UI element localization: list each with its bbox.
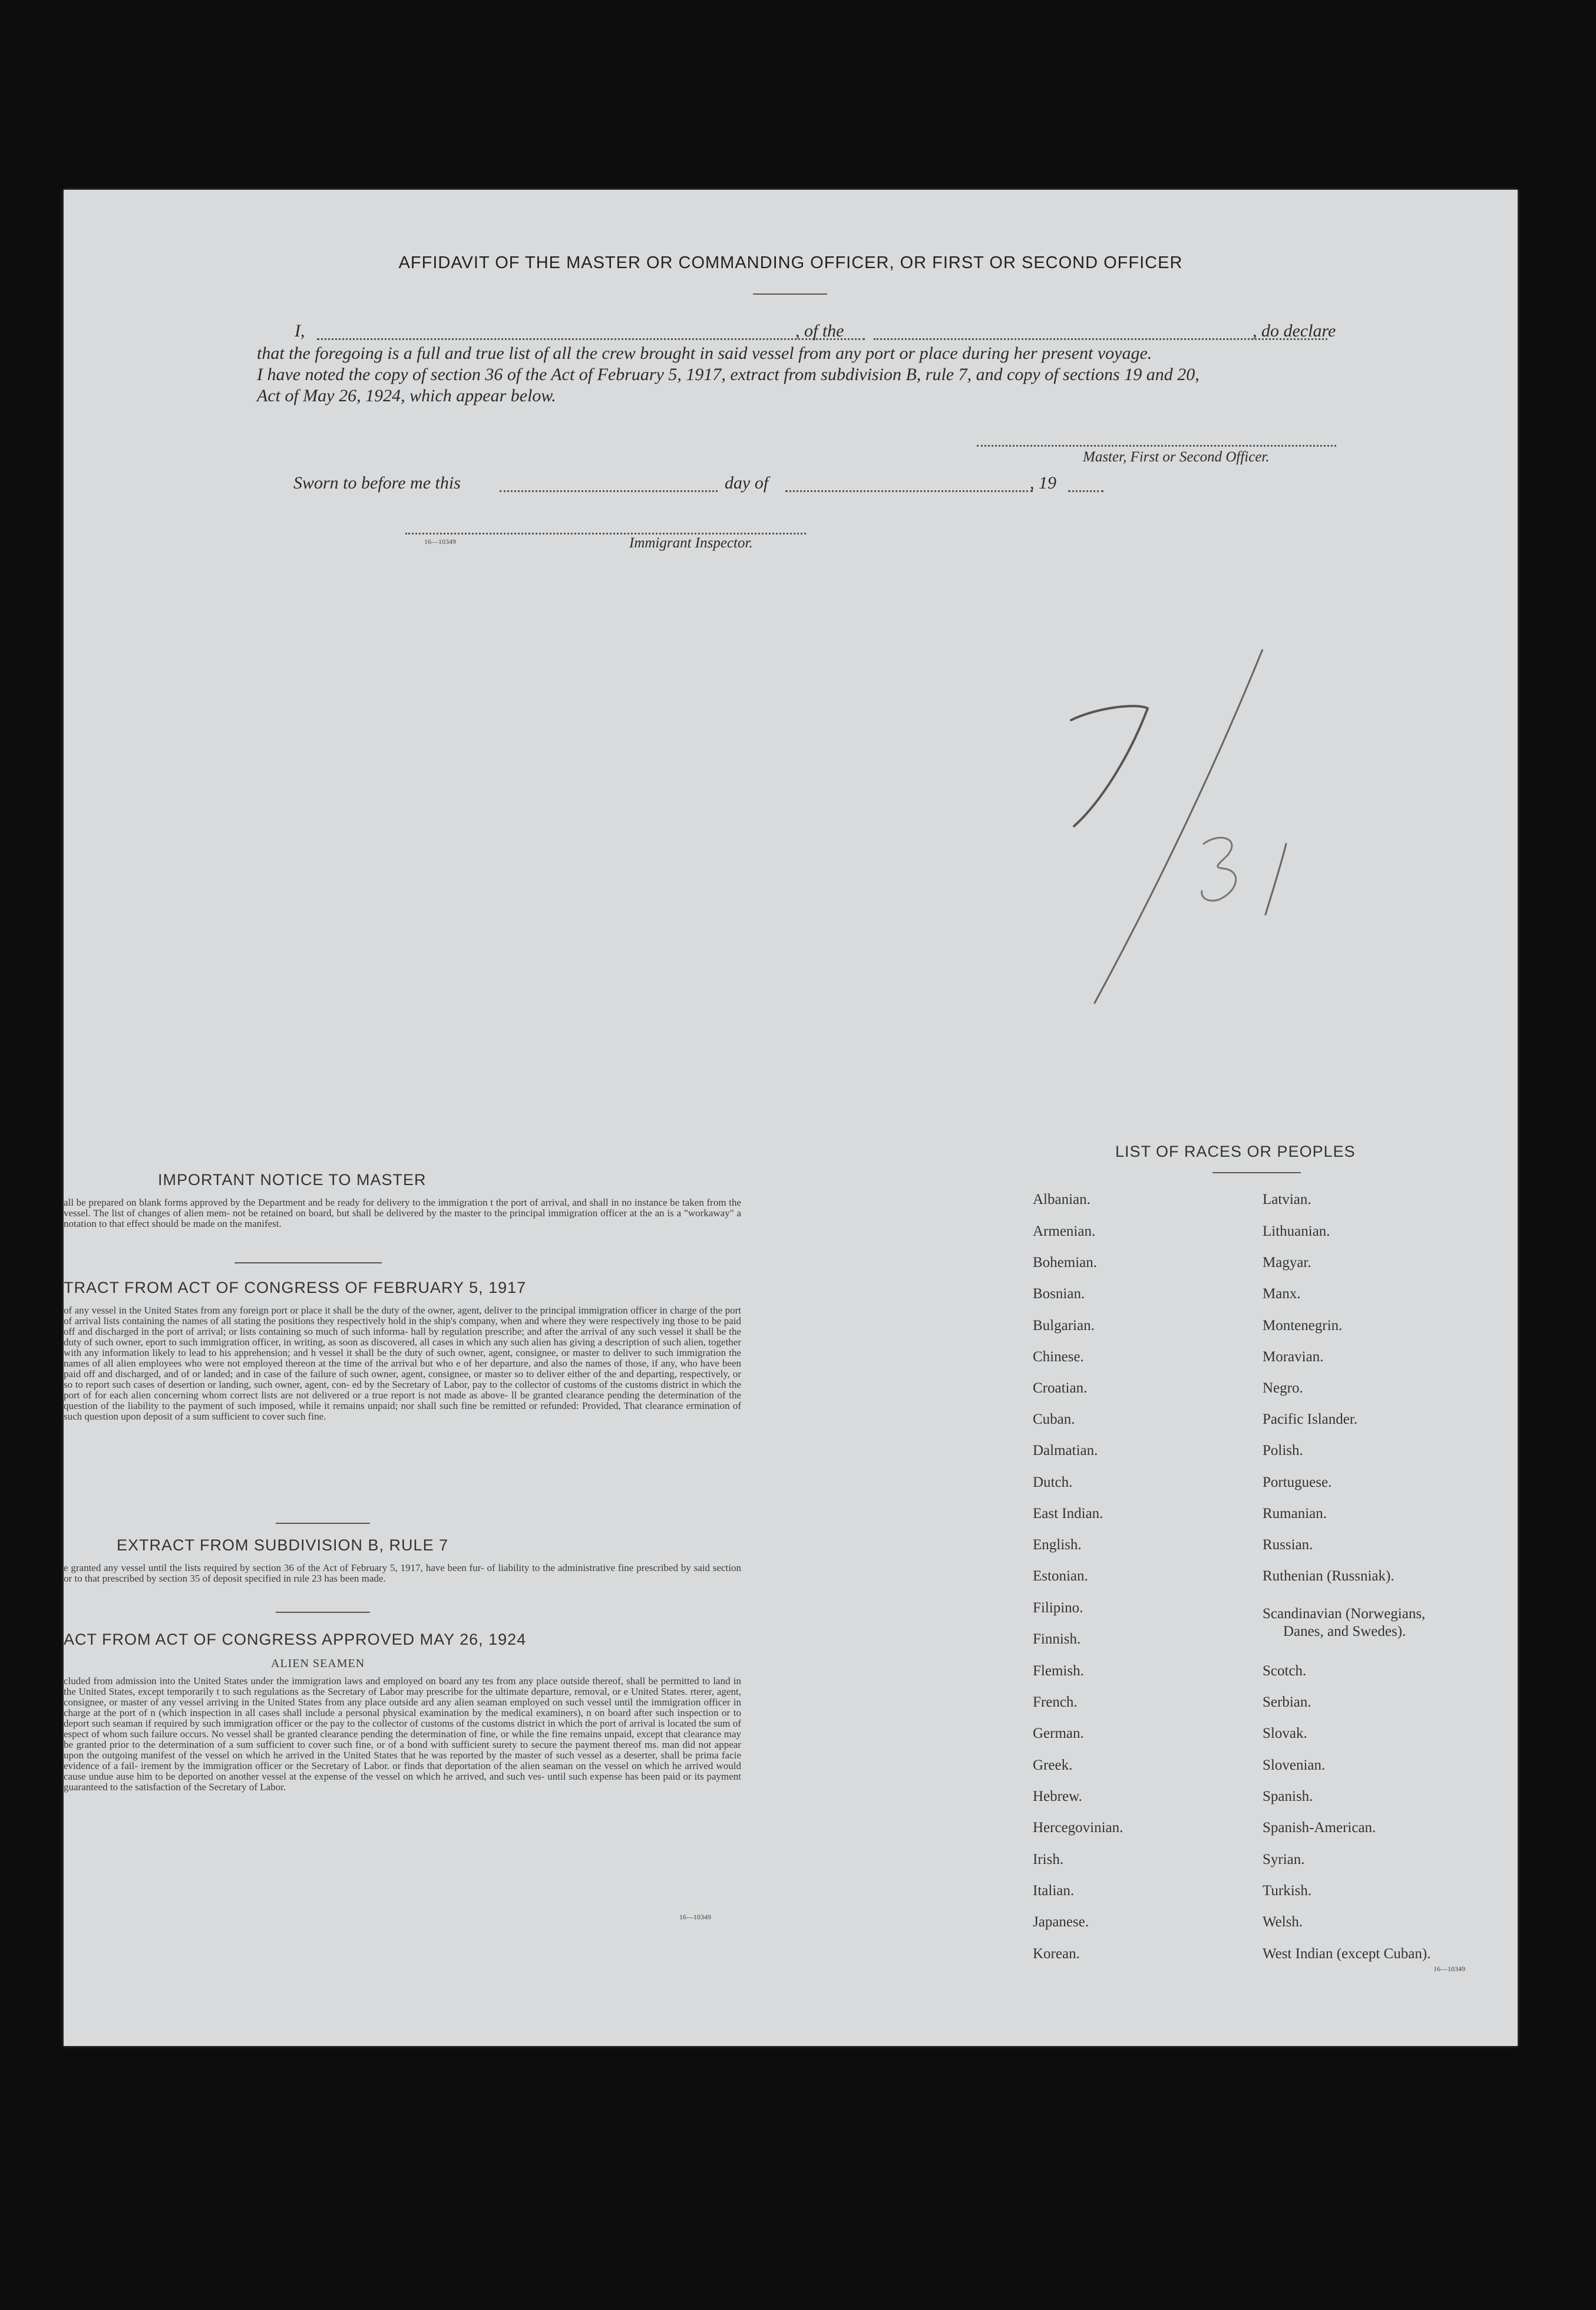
extract-1917-divider <box>276 1523 370 1524</box>
title-divider <box>753 293 827 295</box>
extract-1924-subtitle: ALIEN SEAMEN <box>271 1657 365 1670</box>
race-right-19: Spanish. <box>1263 1788 1313 1804</box>
race-left-8: Cuban. <box>1033 1411 1075 1427</box>
handwritten-annotation-graphic <box>1059 649 1354 1015</box>
year-label: , 19 <box>1030 473 1056 493</box>
race-left-5: Bulgarian. <box>1033 1318 1095 1334</box>
race-right-8: Pacific Islander. <box>1263 1411 1358 1427</box>
race-right-12: Russian. <box>1263 1537 1313 1553</box>
race-right-14: Scandinavian (Norwegians, <box>1263 1606 1426 1622</box>
race-left-20: Hebrew. <box>1033 1788 1082 1804</box>
document-page <box>64 190 1518 2046</box>
race-left-9: Dalmatian. <box>1033 1443 1098 1458</box>
race-left-2: Armenian. <box>1033 1223 1096 1239</box>
race-left-18: German. <box>1033 1725 1084 1741</box>
extract-1924-title: ACT FROM ACT OF CONGRESS APPROVED MAY 26, 1924 <box>64 1631 527 1648</box>
affidavit-body-line-1: that the foregoing is a full and true list of all the crew brought in said vessel from any port or place during her present voyage. <box>257 344 1152 363</box>
race-left-4: Bosnian. <box>1033 1286 1085 1302</box>
race-left-21: Hercegovinian. <box>1033 1820 1124 1836</box>
day-of-label: day of <box>725 473 769 493</box>
affidavit-body-line-3: Act of May 26, 1924, which appear below. <box>257 386 556 405</box>
race-left-22: Irish. <box>1033 1852 1064 1867</box>
of-the-label: , of the <box>795 321 844 341</box>
extract-rule7-divider <box>276 1612 370 1613</box>
notice-title: IMPORTANT NOTICE TO MASTER <box>158 1171 427 1189</box>
year-blank-line[interactable] <box>1068 490 1103 492</box>
signature-blank-line[interactable] <box>977 445 1336 447</box>
race-left-7: Croatian. <box>1033 1380 1088 1396</box>
race-left-17: French. <box>1033 1694 1078 1710</box>
signature-label: Master, First or Second Officer. <box>1083 449 1270 465</box>
race-right-10: Portuguese. <box>1263 1474 1332 1490</box>
race-right-2: Lithuanian. <box>1263 1223 1330 1239</box>
extract-1924-text: cluded from admission into the United States under the immigration laws and employed on board any tes from any place outside thereof, shall be permitted to land in the United States, except temporarily t to such regulations as the Secretary of Labor may prescribe for the ultimate departure, removal, or e United States. rterer, agent, consignee, or master of any vessel arriving in the United States from any place outside ard any alien seaman employed on such vessel until the immigration officer in charge at the port of n (which inspection in all cases shall include a personal physical examination by the medical examiners), n on board after such inspection or to deport such seaman if required by such immigration officer or the pay to the collector of customs of the customs district in which the port of arrival is located the sum of espect of whom such failure occurs. No vessel shall be granted clearance pending the determination of fine, or while the fine remains unpaid, except that clearance may be granted prior to the determination of a sum sufficient to cover such fine, or of a bond with sufficient surety to secure the payment thereof ms. man did not appear upon the outgoing manifest of the vessel on which he arrived in the United States that he was reported by the master of such vessel as a deserter, shall be prima facie evidence of a fail- irement by the immigration officer or the Secretary of Labor. or finds that deportation of the alien seaman on the vessel on which he arrived would cause undue ause him to be deported on another vessel at the expense of the vessel on which he arrived, and such ves- until such expense has been paid or its payment guaranteed to the satisfaction of the Secretary of Labor. <box>64 1675 741 1793</box>
month-blank-line[interactable] <box>785 490 1033 492</box>
race-left-1: Albanian. <box>1033 1192 1091 1207</box>
race-right-13: Ruthenian (Russniak). <box>1263 1568 1395 1584</box>
inspector-label: Immigrant Inspector. <box>629 535 753 551</box>
race-right-3: Magyar. <box>1263 1255 1311 1270</box>
affidavit-title: AFFIDAVIT OF THE MASTER OR COMMANDING OFFICER, OR FIRST OR SECOND OFFICER <box>398 253 1183 272</box>
race-right-4: Manx. <box>1263 1286 1301 1302</box>
extract-rule7-text: e granted any vessel until the lists required by section 36 of the Act of February 5, 1917, have been fur- of liability to the administrative fine prescribed by said section or to that prescribed by section 35 of deposit specified in rule 23 has been made. <box>64 1562 741 1584</box>
race-right-18: Slovenian. <box>1263 1757 1326 1773</box>
races-divider <box>1212 1172 1301 1173</box>
race-left-10: Dutch. <box>1033 1474 1073 1490</box>
race-left-16: Flemish. <box>1033 1663 1084 1679</box>
affidavit-body-line-2: I have noted the copy of section 36 of the Act of February 5, 1917, extract from subdivision B, rule 7, and copy of sections 19 and 20, <box>257 365 1200 384</box>
name-blank-line[interactable] <box>317 338 865 340</box>
extract-1917-text: of any vessel in the United States from any foreign port or place it shall be the duty of the owner, agent, deliver to the principal immigration officer in charge of the port of arrival lists containing the names of all stating the positions they respectively hold in the ship's company, when and where they were respectively ing those to be paid off and discharged in the port of arrival; or lists containing so much of such informa- hall by regulation prescribe; and after the arrival of any such vessel it shall be the duty of such owner, eport to such immigration officer, in writing, as soon as discovered, all cases in which any such alien has giving a description of such alien, together with any information likely to lead to his apprehension; and h vessel it shall be the duty of such owner, agent, consignee, or master to deliver to such immigration the names of all alien employees who were not employed thereon at the time of the arrival but who e of her departure, and also the names of those, if any, who have been paid off and discharged, and of or landed; and in case of the failure of such owner, agent, consignee, or master so to deliver either of the and departing, respectively, or so to report such cases of desertion or landing, such owner, agent, con- ed by the Secretary of Labor, pay to the collector of customs of the customs district in which the port of for each alien concerning whom correct lists are not delivered or a true report is not made as above- ll be granted clearance pending the determination of the question of the liability to the payment of such imposed, while it remains unpaid; nor shall such fine be remitted or refunded: Provided, That clearance ermination of such question upon deposit of a sum sufficient to cover such fine. <box>64 1305 741 1422</box>
form-number-races: 16—10349 <box>1433 1965 1465 1973</box>
race-left-15: Finnish. <box>1033 1631 1081 1647</box>
day-blank-line[interactable] <box>500 490 718 492</box>
race-right-21: Syrian. <box>1263 1852 1305 1867</box>
race-left-19: Greek. <box>1033 1757 1073 1773</box>
race-right-20: Spanish-American. <box>1263 1820 1376 1836</box>
race-left-11: East Indian. <box>1033 1506 1103 1522</box>
race-left-13: Estonian. <box>1033 1568 1088 1584</box>
extract-1917-title: TRACT FROM ACT OF CONGRESS OF FEBRUARY 5, 1917 <box>64 1279 527 1296</box>
extract-rule7-title: EXTRACT FROM SUBDIVISION B, RULE 7 <box>117 1536 449 1554</box>
race-right-24: West Indian (except Cuban). <box>1263 1946 1431 1962</box>
race-right-23: Welsh. <box>1263 1914 1303 1930</box>
race-right-6: Moravian. <box>1263 1349 1324 1365</box>
form-number-extract: 16—10349 <box>679 1913 711 1921</box>
race-left-3: Bohemian. <box>1033 1255 1098 1270</box>
race-right-1: Latvian. <box>1263 1192 1311 1207</box>
sworn-label: Sworn to before me this <box>293 473 461 493</box>
race-right-11: Rumanian. <box>1263 1506 1327 1522</box>
do-declare-label: , do declare <box>1253 321 1336 341</box>
race-right-7: Negro. <box>1263 1380 1303 1396</box>
form-number-affidavit: 16—10349 <box>424 537 456 546</box>
race-right-17: Slovak. <box>1263 1725 1307 1741</box>
race-right-15: Scotch. <box>1263 1663 1307 1679</box>
race-right-16: Serbian. <box>1263 1694 1311 1710</box>
races-title: LIST OF RACES OR PEOPLES <box>1115 1143 1356 1160</box>
i-label: I, <box>295 321 305 341</box>
race-right-14-continued: Danes, and Swedes). <box>1283 1623 1406 1639</box>
race-right-5: Montenegrin. <box>1263 1318 1343 1334</box>
inspector-blank-line[interactable] <box>405 533 806 534</box>
race-right-9: Polish. <box>1263 1443 1303 1458</box>
race-left-12: English. <box>1033 1537 1082 1553</box>
race-left-23: Italian. <box>1033 1883 1075 1899</box>
notice-divider <box>234 1262 382 1263</box>
notice-text: all be prepared on blank forms approved by the Department and be ready for delivery to the immigration t the port of arrival, and shall in no instance be taken from the vessel. The list of changes of alien mem- not be retained on board, but shall be delivered by the master to the principal immigration officer at the an is a "workaway" a notation to that effect should be made on the manifest. <box>64 1197 741 1229</box>
race-right-22: Turkish. <box>1263 1883 1312 1899</box>
race-left-14: Filipino. <box>1033 1600 1083 1616</box>
race-left-24: Japanese. <box>1033 1914 1089 1930</box>
race-left-25: Korean. <box>1033 1946 1080 1962</box>
race-left-6: Chinese. <box>1033 1349 1084 1365</box>
